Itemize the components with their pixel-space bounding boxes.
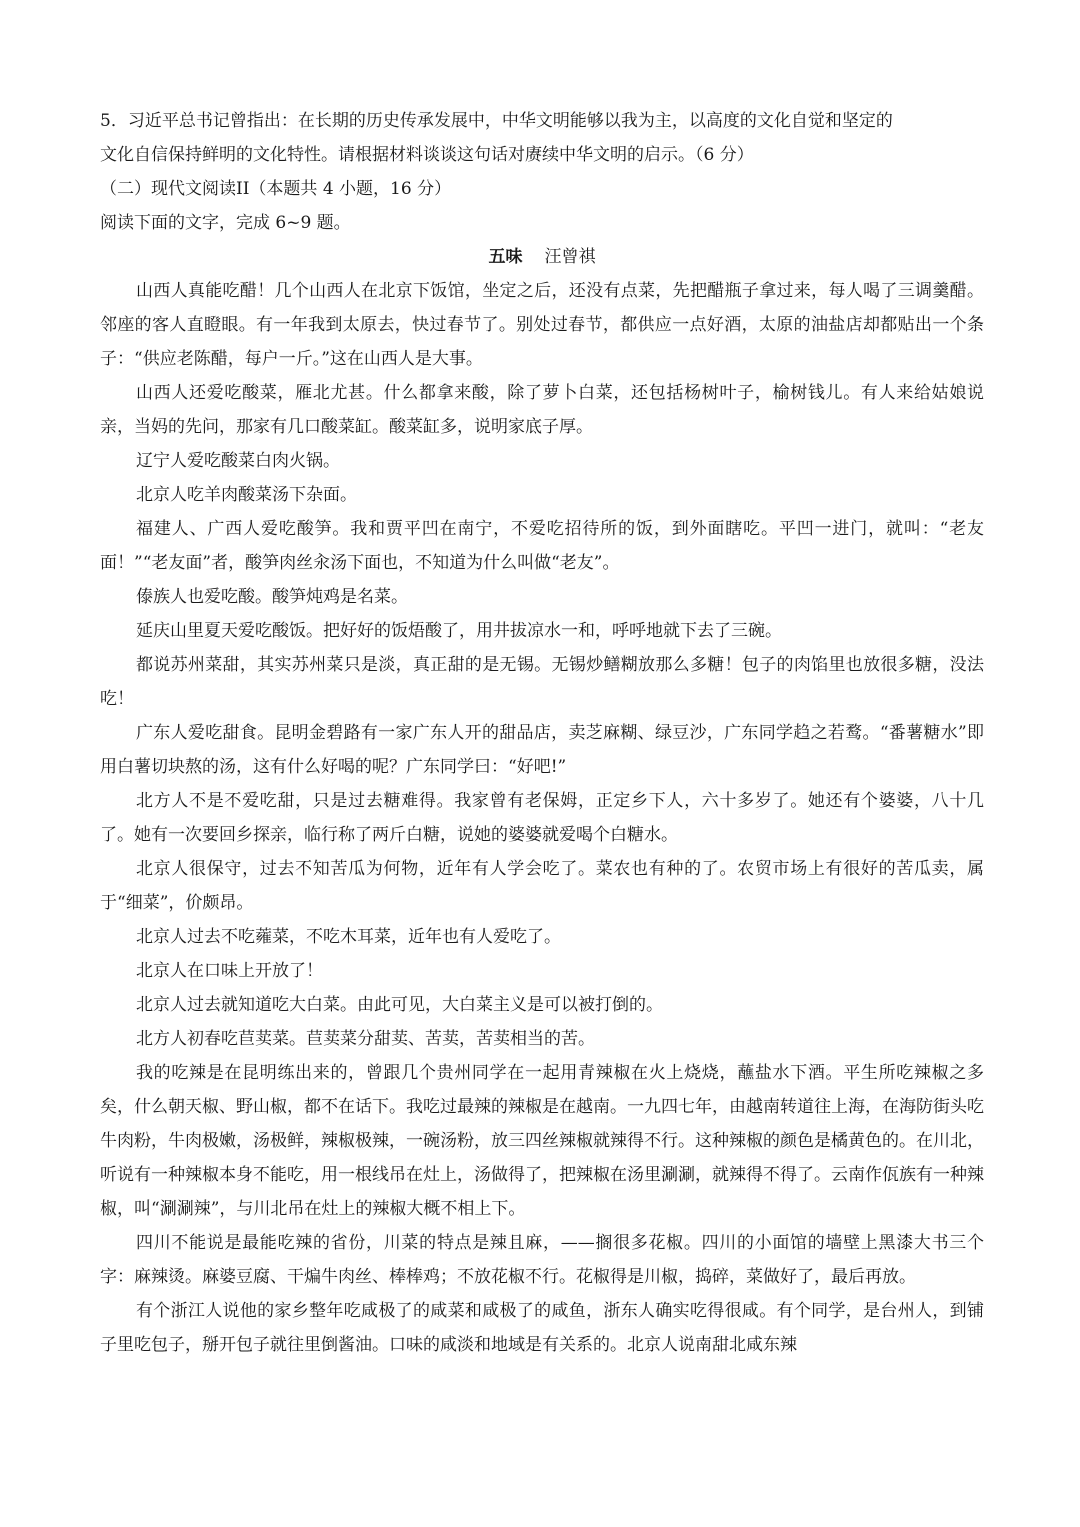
paragraph: 山西人还爱吃酸菜，雁北尤甚。什么都拿来酸，除了萝卜白菜，还包括杨树叶子，榆树钱儿。有人来给姑娘说亲，当妈的先问，那家有几口酸菜缸。酸菜缸多，说明家底子厚。	[100, 383, 984, 437]
reading-instruction: 阅读下面的文字，完成 6~9 题。	[100, 213, 351, 233]
paragraph: 北京人过去不吃蕹菜，不吃木耳菜，近年也有人爱吃了。	[136, 927, 561, 947]
article-title: 五味	[488, 247, 523, 267]
paragraph: 山西人真能吃醋！几个山西人在北京下饭馆，坐定之后，还没有点菜，先把醋瓶子拿过来，每人喝了三调羹醋。邻座的客人直瞪眼。有一年我到太原去，快过春节了。别处过春节，都供应一点好酒，太原的油盐店却都贴出一个条子：“供应老陈醋，每户一斤。”这在山西人是大事。	[100, 281, 984, 369]
paragraph: 我的吃辣是在昆明练出来的，曾跟几个贵州同学在一起用青辣椒在火上烧烧，蘸盐水下酒。平生所吃辣椒之多矣，什么朝天椒、野山椒，都不在话下。我吃过最辣的辣椒是在越南。一九四七年，由越南转道往上海，在海防街头吃牛肉粉，牛肉极嫩，汤极鲜，辣椒极辣，一碗汤粉，放三四丝辣椒就辣得不行。这种辣椒的颜色是橘黄色的。在川北，听说有一种辣椒本身不能吃，用一根线吊在灶上，汤做得了，把辣椒在汤里涮涮，就辣得不得了。云南作佤族有一种辣椒，叫“涮涮辣”，与川北吊在灶上的辣椒大概不相上下。	[100, 1063, 984, 1219]
paragraph: 傣族人也爱吃酸。酸笋炖鸡是名菜。	[136, 587, 408, 607]
paragraph: 有个浙江人说他的家乡整年吃咸极了的咸菜和咸极了的咸鱼，浙东人确实吃得很咸。有个同学，是台州人，到铺子里吃包子，掰开包子就往里倒酱油。口味的咸淡和地域是有关系的。北京人说南甜北咸东辣	[100, 1301, 984, 1355]
paragraph: 延庆山里夏天爱吃酸饭。把好好的饭焐酸了，用井拔凉水一和，呼呼地就下去了三碗。	[136, 621, 782, 641]
paragraph: 四川不能说是最能吃辣的省份，川菜的特点是辣且麻，——搁很多花椒。四川的小面馆的墙壁上黑漆大书三个字：麻辣烫。麻婆豆腐、干煸牛肉丝、棒棒鸡；不放花椒不行。花椒得是川椒，捣碎，菜做好了，最后再放。	[100, 1233, 984, 1287]
question-5-line-1: 5．习近平总书记曾指出：在长期的历史传承发展中，中华文明能够以我为主，以高度的文化自觉和坚定的	[100, 111, 893, 131]
paragraph: 北京人很保守，过去不知苦瓜为何物，近年有人学会吃了。菜农也有种的了。农贸市场上有很好的苦瓜卖，属于“细菜”，价颇昂。	[100, 859, 984, 913]
paragraph: 北方人初春吃苣荬菜。苣荬菜分甜荬、苦荬，苦荬相当的苦。	[136, 1029, 595, 1049]
paragraph: 北京人在口味上开放了！	[136, 961, 323, 981]
paragraph: 北方人不是不爱吃甜，只是过去糖难得。我家曾有老保姆，正定乡下人，六十多岁了。她还有个婆婆，八十几了。她有一次要回乡探亲，临行称了两斤白糖，说她的婆婆就爱喝个白糖水。	[100, 791, 984, 845]
paragraph: 北京人吃羊肉酸菜汤下杂面。	[136, 485, 357, 505]
paragraph: 北京人过去就知道吃大白菜。由此可见，大白菜主义是可以被打倒的。	[136, 995, 663, 1015]
article-author: 汪曾祺	[544, 247, 596, 267]
question-5-line-2: 文化自信保持鲜明的文化特性。请根据材料谈谈这句话对赓续中华文明的启示。（6 分）	[100, 145, 754, 165]
paragraph: 广东人爱吃甜食。昆明金碧路有一家广东人开的甜品店，卖芝麻糊、绿豆沙，广东同学趋之若鹜。“番薯糖水”即用白薯切块熬的汤，这有什么好喝的呢？广东同学曰：“好吧!”	[100, 723, 984, 777]
paragraph: 都说苏州菜甜，其实苏州菜只是淡，真正甜的是无锡。无锡炒鳝糊放那么多糖！包子的肉馅里也放很多糖，没法吃！	[100, 655, 984, 709]
paragraph: 辽宁人爱吃酸菜白肉火锅。	[136, 451, 340, 471]
article-title-block	[100, 240, 984, 274]
paragraph: 福建人、广西人爱吃酸笋。我和贾平凹在南宁，不爱吃招待所的饭，到外面瞎吃。平凹一进门，就叫：“老友面！”“老友面”者，酸笋肉丝汆汤下面也，不知道为什么叫做“老友”。	[100, 519, 984, 573]
section-heading: （二）现代文阅读II（本题共 4 小题，16 分）	[100, 179, 452, 199]
document-page	[100, 104, 984, 1362]
